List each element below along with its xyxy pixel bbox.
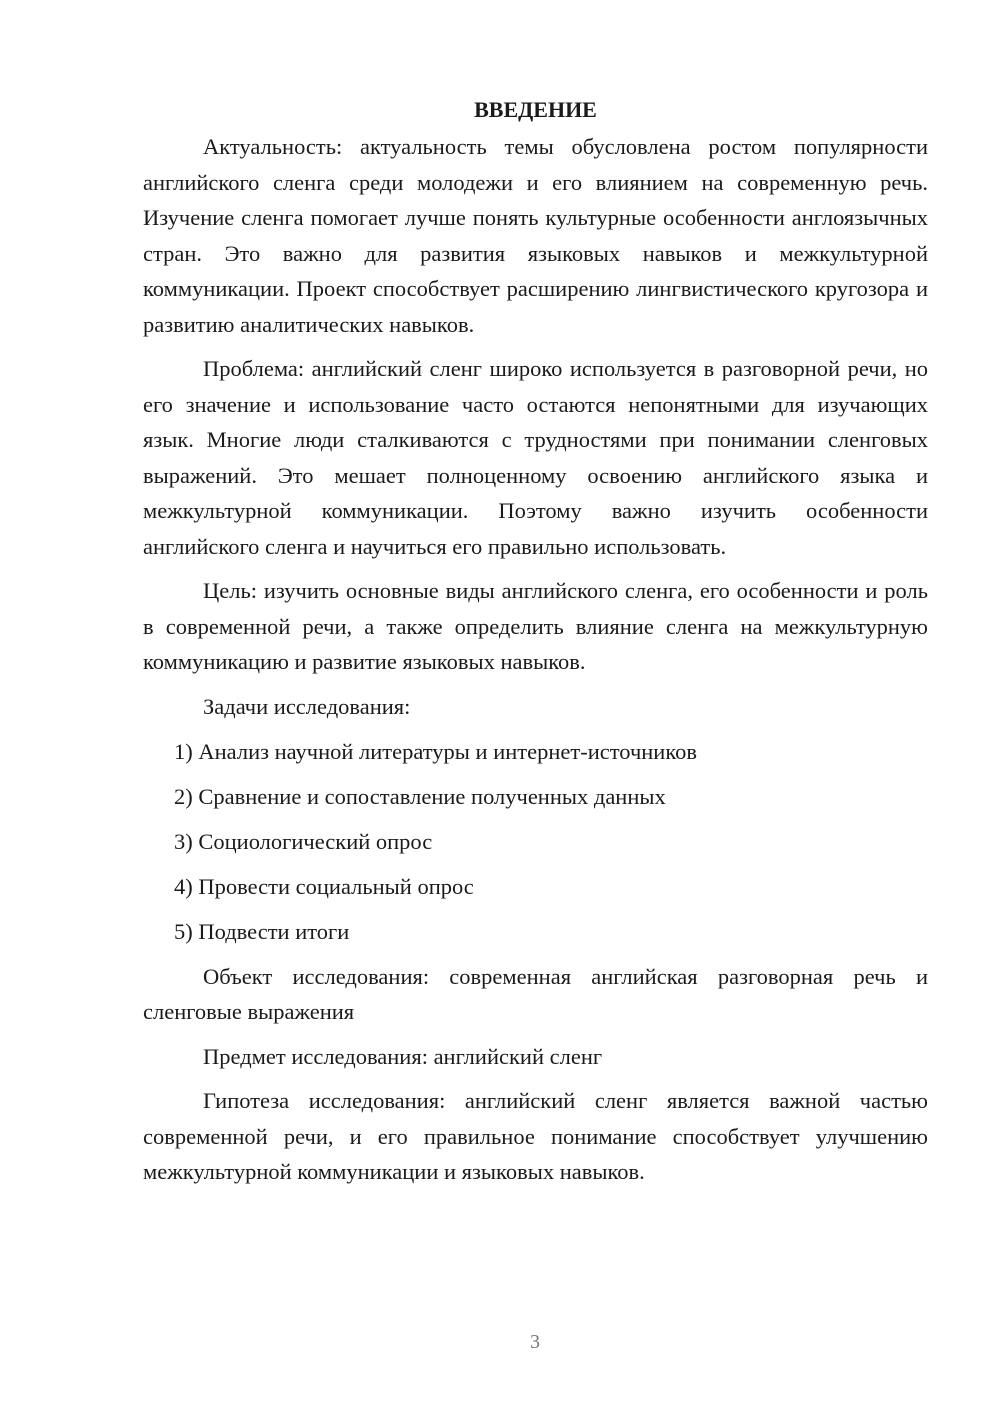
task-item-3: 3) Социологический опрос (174, 828, 433, 854)
task-item-4: 4) Провести социальный опрос (174, 873, 474, 899)
paragraph-hypothesis: Гипотеза исследования: английский сленг является важной частью современной речи, и его правильное понимание способствует улучшению межкультурной коммуникации и языковых навыков. (143, 1088, 928, 1184)
document-page (143, 92, 928, 1199)
page-number: 3 (530, 1331, 540, 1353)
paragraph-object: Объект исследования: современная английская разговорная речь и сленговые выражения (143, 963, 928, 1024)
task-item-5: 5) Подвести итоги (174, 918, 350, 944)
paragraph-problem: Проблема: английский сленг широко используется в разговорной речи, но его значение и использование часто остаются непонятными для изучающих язык. Многие люди сталкиваются с трудностями при понимании сленговых выражений. Это мешает полноценному освоению английского языка и межкультурной коммуникации. Поэтому важно изучить особенности английского сленга и научиться его правильно использовать. (143, 356, 928, 559)
paragraph-subject: Предмет исследования: английский сленг (203, 1043, 603, 1069)
paragraph-relevance: Актуальность: актуальность темы обусловлена ростом популярности английского сленга среди молодежи и его влиянием на современную речь. Изучение сленга помогает лучше понять культурные особенности англоязычных стран. Это важно для развития языковых навыков и межкультурной коммуникации. Проект способствует расширению лингвистического кругозора и развитию аналитических навыков. (143, 134, 928, 337)
page-title: ВВЕДЕНИЕ (474, 97, 597, 122)
paragraph-goal: Цель: изучить основные виды английского сленга, его особенности и роль в современной речи, а также определить влияние сленга на межкультурную коммуникацию и развитие языковых навыков. (143, 578, 928, 674)
task-item-2: 2) Сравнение и сопоставление полученных данных (174, 783, 666, 809)
task-item-1: 1) Анализ научной литературы и интернет-источников (174, 738, 698, 764)
tasks-label: Задачи исследования: (203, 693, 411, 719)
